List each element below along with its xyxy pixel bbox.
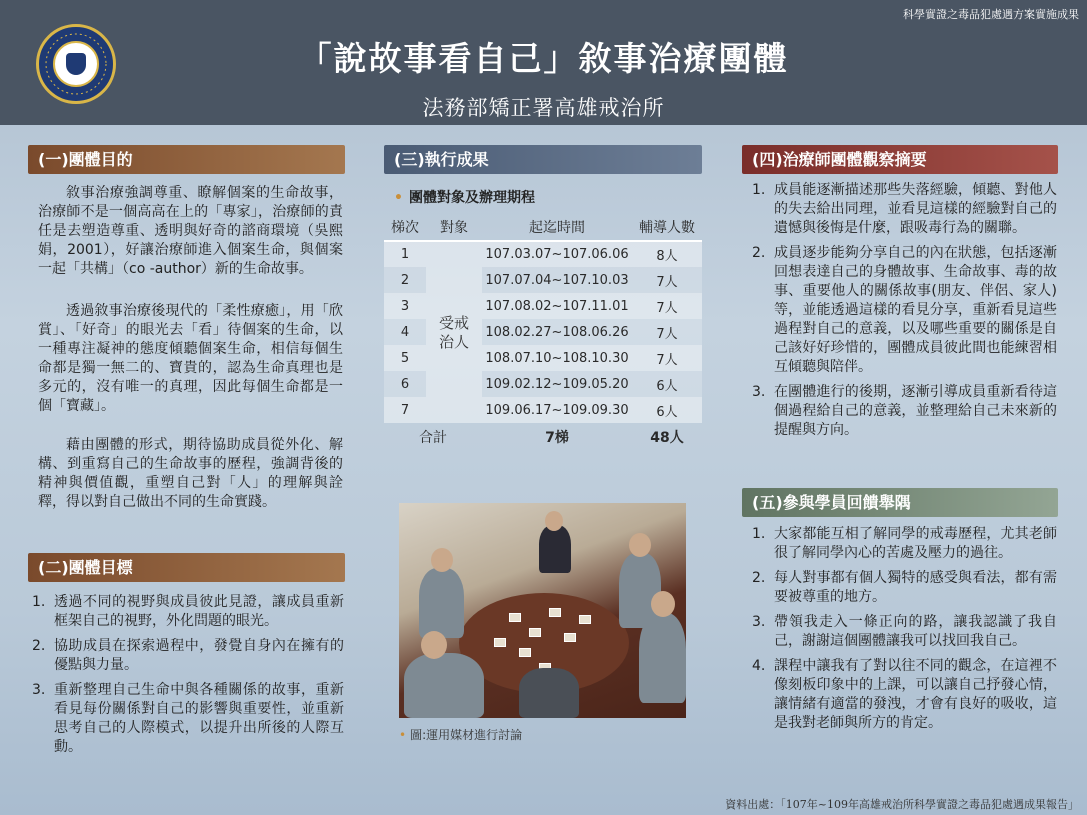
column-header-target: 對象 [426, 213, 482, 241]
goals-heading: (二)團體目標 [28, 553, 345, 582]
schedule-table [384, 213, 702, 451]
goal-item-text: 協助成員在探索過程中，發覺自身內在擁有的優點與力量。 [54, 638, 344, 673]
photo-person [539, 525, 571, 573]
page-title: 「說故事看自己」敘事治療團體 [298, 39, 789, 78]
observation-item-text: 成員能逐漸描述那些失落經驗，傾聽、對他人的失去給出同理，並看見這樣的經驗對自己的遺憾與後悔是什麼，跟吸毒行為的關聯。 [774, 182, 1057, 236]
count-cell: 8人 [632, 241, 702, 267]
top-note: 科學實證之毒品犯處遇方案實施成果 [903, 8, 1079, 21]
observation-item [752, 244, 1057, 377]
target-cell [426, 241, 482, 423]
photo-head [431, 548, 453, 572]
photo-card [529, 628, 541, 637]
feedback-item-text: 帶領我走入一條正向的路，讓我認識了我自己，謝謝這個團體讓我可以找回我自己。 [774, 614, 1057, 649]
column-header-period: 起迄時間 [482, 213, 632, 241]
period-cell: 108.07.10~108.10.30 [482, 345, 632, 371]
observation-item-text: 在團體進行的後期，逐漸引導成員重新看待這個過程給自己的意義，並整理給自己未來新的提醒與方向。 [774, 384, 1057, 438]
purpose-paragraph-1: 敘事治療強調尊重、瞭解個案的生命故事，治療師不是一個高高在上的「專家」，治療師的責任是去塑造尊重、透明與好奇的諮商環境（吳熙娟，2001），好讓治療師進入個案生命，與個案一起「共構」（co -author）新的生命故事。 [38, 185, 343, 277]
goal-item [32, 593, 344, 631]
goal-item-text: 透過不同的視野與成員彼此見證，讓成員重新框架自己的視野，外化問題的眼光。 [54, 594, 344, 629]
period-cell: 108.02.27~108.06.26 [482, 319, 632, 345]
observation-item [752, 181, 1057, 238]
photo-card [579, 615, 591, 624]
feedback-item-text: 課程中讓我有了對以往不同的觀念，在這裡不像刻板印象中的上課，可以讓自己抒發心情，讓情緒有適當的發洩，才會有良好的吸收，這是我對老師與所方的肯定。 [774, 658, 1057, 731]
photo-card [564, 633, 576, 642]
total-label-cell: 合計 [419, 430, 447, 446]
table-header-row [384, 213, 702, 241]
count-cell: 7人 [632, 345, 702, 371]
count-cell: 6人 [632, 371, 702, 397]
results-heading: (三)執行成果 [384, 145, 702, 174]
feedback-item-text: 大家都能互相了解同學的戒毒歷程，尤其老師很了解同學內心的苦處及壓力的過往。 [774, 526, 1057, 561]
count-cell: 7人 [632, 293, 702, 319]
page-subtitle: 法務部矯正署高雄戒治所 [422, 96, 665, 120]
period-cell: 107.07.04~107.10.03 [482, 267, 632, 293]
total-count-cell: 48人 [650, 430, 684, 446]
feedback-list [752, 525, 1057, 739]
group-discussion-photo [399, 503, 686, 718]
photo-card [549, 608, 561, 617]
photo-head [629, 533, 651, 557]
count-cell: 7人 [632, 319, 702, 345]
observation-item-number: 3. [752, 384, 766, 400]
batch-cell: 7 [384, 397, 426, 423]
feedback-item-text: 每人對事都有個人獨特的感受與看法，都有需要被尊重的地方。 [774, 570, 1057, 605]
feedback-item-number: 4. [752, 658, 766, 674]
purpose-paragraph-2: 透過敘事治療後現代的「柔性療癒」，用「欣賞」、「好奇」的眼光去「看」待個案的生命，以一種專注凝神的態度傾聽個案生命，相信每個生命都是獨一無二的、寶貴的，認為生命真理也是多元的，沒有唯一的真理，因此每個生命都是一個「寶藏」。 [38, 303, 343, 414]
photo-card [519, 648, 531, 657]
feedback-item [752, 657, 1057, 733]
photo-person [419, 568, 464, 638]
total-batches-cell: 7梯 [545, 430, 569, 446]
batch-cell: 2 [384, 267, 426, 293]
photo-person [519, 668, 579, 718]
photo-caption: • 圖:運用媒材進行討論 [399, 726, 522, 743]
goal-item-number: 1. [32, 594, 46, 610]
batch-cell: 5 [384, 345, 426, 371]
goal-item-number: 2. [32, 638, 46, 654]
batch-cell: 6 [384, 371, 426, 397]
period-cell: 107.03.07~107.06.06 [482, 241, 632, 267]
goal-item [32, 637, 344, 675]
observation-item-number: 2. [752, 245, 766, 261]
batch-cell: 3 [384, 293, 426, 319]
results-subheading: • 團體對象及辦理期程 [394, 187, 535, 207]
batch-cell: 1 [384, 241, 426, 267]
photo-person [639, 613, 686, 703]
column-header-batch: 梯次 [384, 213, 426, 241]
feedback-heading: (五)參與學員回饋舉隅 [742, 488, 1058, 517]
table-row [384, 241, 702, 267]
photo-card [509, 613, 521, 622]
column-header-count: 輔導人數 [632, 213, 702, 241]
feedback-item [752, 613, 1057, 651]
goal-item [32, 681, 344, 757]
observation-item-number: 1. [752, 182, 766, 198]
target-text: 受戒治人 [438, 313, 469, 351]
goal-item-number: 3. [32, 682, 46, 698]
photo-head [545, 511, 563, 531]
purpose-heading: (一)團體目的 [28, 145, 345, 174]
count-cell: 7人 [632, 267, 702, 293]
source-footnote: 資料出處：「107年~109年高雄戒治所科學實證之毒品犯處遇成果報告」 [725, 798, 1079, 811]
goals-list [32, 593, 344, 763]
batch-cell: 4 [384, 319, 426, 345]
feedback-item-number: 3. [752, 614, 766, 630]
photo-head [421, 631, 447, 659]
photo-card [494, 638, 506, 647]
observation-item [752, 383, 1057, 440]
feedback-item [752, 569, 1057, 607]
observation-item-text: 成員逐步能夠分享自己的內在狀態，包括逐漸回想表達自己的身體故事、生命故事、毒的故事、重要他人的關係故事(朋友、伴侶、家人)等，並能透過這樣的看見分享，重新看見這些過程對自己的意義，以及哪些重要的關係是自己該好好珍惜的，團體成員彼此間也能練習相互傾聽與陪伴。 [774, 245, 1057, 375]
period-cell: 109.06.17~109.09.30 [482, 397, 632, 423]
photo-head [651, 591, 675, 617]
table-total-row [384, 423, 702, 451]
feedback-item [752, 525, 1057, 563]
period-cell: 107.08.02~107.11.01 [482, 293, 632, 319]
purpose-paragraph-3: 藉由團體的形式，期待協助成員從外化、解構、到重寫自己的生命故事的歷程，強調背後的精神與價值觀，重塑自己對「人」的理解與詮釋，得以對自己做出不同的生命實踐。 [38, 437, 343, 510]
feedback-item-number: 2. [752, 570, 766, 586]
period-cell: 109.02.12~109.05.20 [482, 371, 632, 397]
observations-heading: (四)治療師團體觀察摘要 [742, 145, 1058, 174]
observations-list [752, 181, 1057, 446]
goal-item-text: 重新整理自己生命中與各種關係的故事，重新看見每份關係對自己的影響與重要性，並重新思考自己的人際模式，以提升出所後的人際互動。 [54, 682, 344, 755]
page-header [0, 0, 1087, 125]
feedback-item-number: 1. [752, 526, 766, 542]
count-cell: 6人 [632, 397, 702, 423]
photo-person [404, 653, 484, 718]
